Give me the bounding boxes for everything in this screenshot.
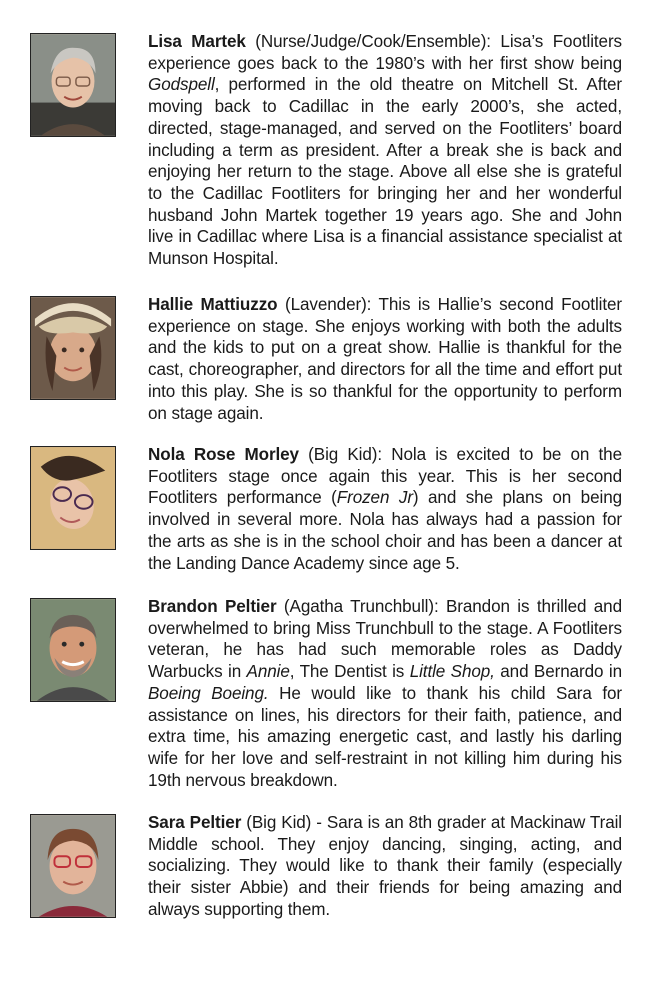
performer-name: Nola Rose Morley bbox=[148, 445, 299, 464]
bio-text bbox=[148, 812, 622, 921]
performer-name: Lisa Martek bbox=[148, 32, 246, 51]
bio-text-segment: ) and she plans on being involved in several more. Nola has always had a passion for the arts as she is in the school choir and has been a dancer at the Landing Dance Academy since age 5. bbox=[148, 488, 623, 573]
show-title: Annie bbox=[246, 662, 290, 682]
headshot-photo bbox=[30, 296, 116, 400]
bio-text-segment: (Big Kid) - Sara is an 8th grader at Mackinaw Trail Middle school. They enjoy dancing, singing, acting, and socializing. They would like to thank their family (especially their sister Abbie) and their friends for being amazing and always supporting them. bbox=[148, 813, 623, 919]
headshot-photo bbox=[30, 446, 116, 550]
bio-text-segment: (Lavender): This is Hallie’s second Footliter experience on stage. She enjoys working with both the adults and the kids to put on a great show. Hallie is thankful for the cast, choreographer, and directors for all the time and effort put into this play. She is so thankful for the opportunity to perform on stage again. bbox=[148, 295, 622, 423]
bio-text-segment: He would like to thank his child Sara for assistance on lines, his directors for their faith, patience, and extra time, his amazing energetic cast, and lastly his darling wife for her love and self-restraint in not killing him during his 19th nervous breakdown. bbox=[148, 683, 622, 790]
bio-text bbox=[148, 596, 622, 791]
headshot-photo bbox=[30, 814, 116, 918]
bio-text-segment: , performed in the old theatre on Mitchell St. After moving back to Cadillac in the early 2000’s, she acted, directed, stage-managed, and served on the Footliters’ board including a term as president. After a break she is back and enjoying her return to the stage. Above all else she is grateful to the Cadillac Footliters for bringing her and her wonderful husband John Martek together 19 years ago. She and John live in Cadillac where Lisa is a financial assistance specialist at Munson Hospital. bbox=[148, 75, 622, 269]
performer-name: Sara Peltier bbox=[148, 813, 242, 832]
show-title: Godspell bbox=[148, 75, 215, 95]
headshot-photo bbox=[30, 33, 116, 137]
headshot-image bbox=[31, 34, 115, 136]
bio-text bbox=[148, 31, 622, 270]
bio-text-segment: (Nurse/Judge/Cook/Ensemble): Lisa’s Footliters experience goes back to the 1980’s with her first show being bbox=[148, 32, 622, 73]
performer-name: Hallie Mattiuzzo bbox=[148, 295, 278, 314]
headshot-image bbox=[31, 599, 115, 701]
bio-text-segment: and Bernardo in bbox=[494, 662, 622, 682]
bio-text-segment: (Agatha Trunchbull): Brandon is thrilled and overwhelmed to bring Miss Trunchbull to the stage. A Footliters veteran, he has had such memorable roles as Daddy Warbucks in bbox=[148, 597, 622, 682]
headshot-image bbox=[31, 447, 115, 549]
bio-text-segment: (Big Kid): Nola is excited to be on the Footliters stage once again this year. This is her second Footliters performance ( bbox=[148, 445, 623, 508]
headshot-photo bbox=[30, 598, 116, 702]
bio-text bbox=[148, 294, 622, 424]
bio-text-segment: , The Dentist is bbox=[289, 662, 410, 682]
show-title: Little Shop, bbox=[409, 662, 495, 682]
headshot-image bbox=[31, 815, 115, 917]
show-title: Frozen Jr bbox=[336, 488, 413, 508]
headshot-image bbox=[31, 297, 115, 399]
performer-name: Brandon Peltier bbox=[148, 597, 277, 616]
show-title: Boeing Boeing. bbox=[148, 683, 269, 703]
bio-text bbox=[148, 444, 622, 574]
